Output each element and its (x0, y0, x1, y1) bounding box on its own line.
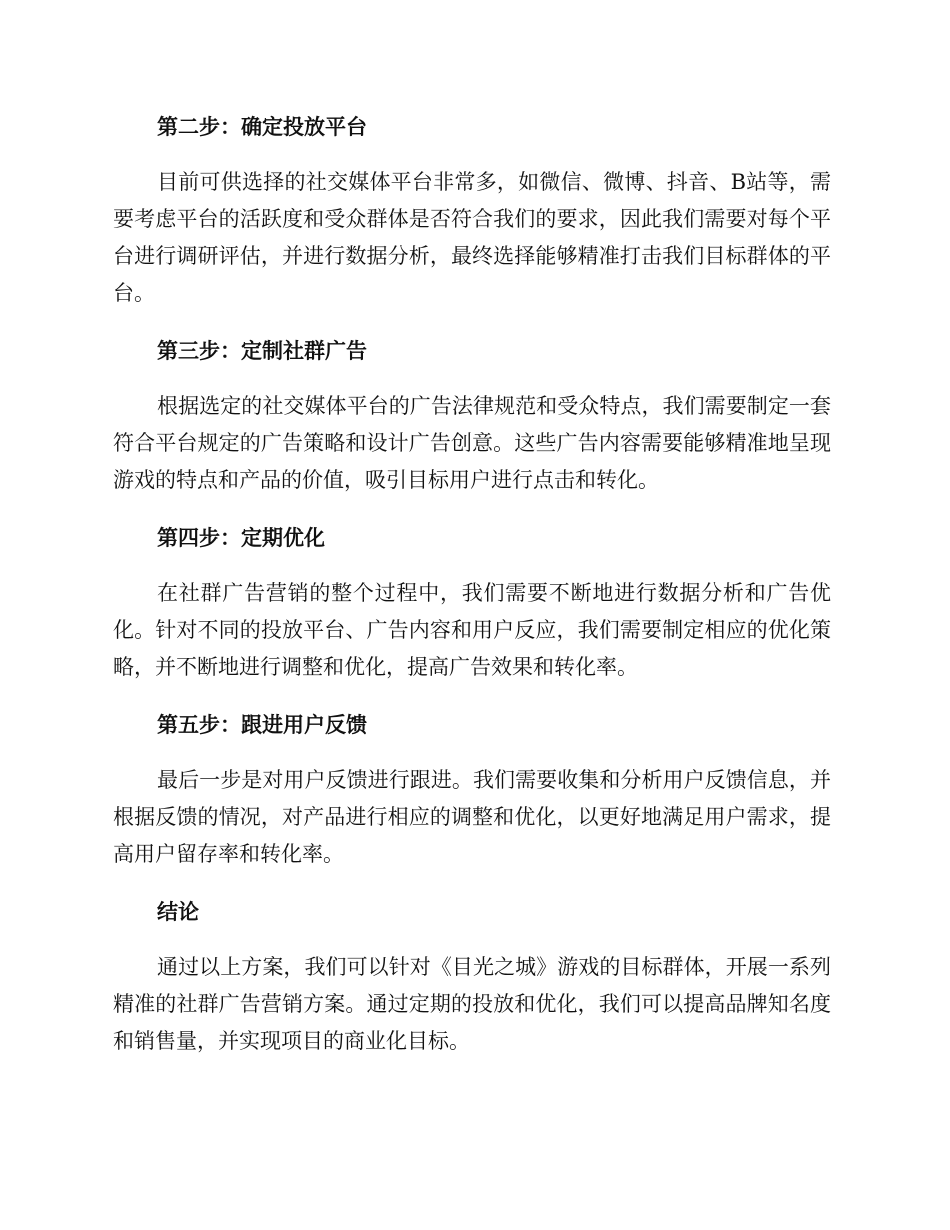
section-heading-step2: 第二步：确定投放平台 (157, 115, 367, 139)
section-paragraph-conclusion: 通过以上方案，我们可以针对《目光之城》游戏的目标群体，开展一系列精准的社群广告营销方案。通过定期的投放和优化，我们可以提高品牌知名度和销售量，并实现项目的商业化目标。 (113, 955, 831, 1053)
section-heading-conclusion: 结论 (157, 900, 199, 924)
section-paragraph-step4: 在社群广告营销的整个过程中，我们需要不断地进行数据分析和广告优化。针对不同的投放平台、广告内容和用户反应，我们需要制定相应的优化策略，并不断地进行调整和优化，提高广告效果和转化率。 (113, 581, 831, 679)
section-heading-step3: 第三步：定制社群广告 (157, 339, 367, 363)
section-paragraph-step2: 目前可供选择的社交媒体平台非常多，如微信、微博、抖音、B站等，需要考虑平台的活跃度和受众群体是否符合我们的要求，因此我们需要对每个平台进行调研评估，并进行数据分析，最终选择能够精准打击我们目标群体的平台。 (113, 170, 831, 305)
document-body (113, 108, 831, 1060)
section-paragraph-step5: 最后一步是对用户反馈进行跟进。我们需要收集和分析用户反馈信息，并根据反馈的情况，对产品进行相应的调整和优化，以更好地满足用户需求，提高用户留存率和转化率。 (113, 768, 831, 866)
section-heading-step4: 第四步：定期优化 (157, 526, 325, 550)
section-heading-step5: 第五步：跟进用户反馈 (157, 713, 367, 737)
section-paragraph-step3: 根据选定的社交媒体平台的广告法律规范和受众特点，我们需要制定一套符合平台规定的广告策略和设计广告创意。这些广告内容需要能够精准地呈现游戏的特点和产品的价值，吸引目标用户进行点击和转化。 (113, 394, 831, 492)
